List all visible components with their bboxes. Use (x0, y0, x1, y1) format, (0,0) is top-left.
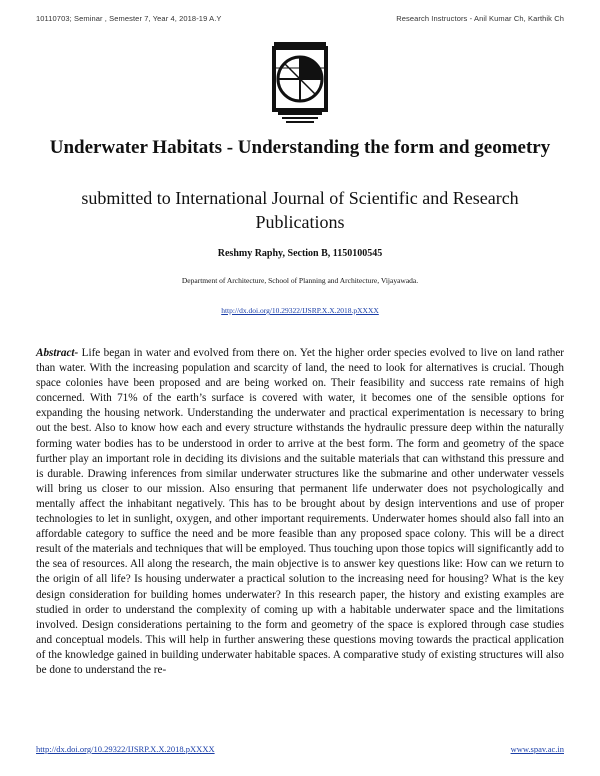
paper-subtitle: submitted to International Journal of Scientific and Research Publications (81, 188, 519, 232)
affiliation: Department of Architecture, School of Planning and Architecture, Vijayawada. (181, 276, 419, 285)
paper-title: Underwater Habitats - Understanding the form and geometry (49, 137, 551, 158)
abstract-paragraph (36, 346, 564, 678)
footer-doi-link[interactable]: http://dx.doi.org/10.29322/IJSRP.X.X.2018.pXXXX (36, 744, 215, 754)
running-header-left: 10110703; Seminar , Semester 7, Year 4, 2018-19 A.Y (36, 14, 222, 23)
author-line: Reshmy Raphy, Section B, 1150100545 (217, 248, 383, 259)
footer-website-link[interactable]: www.spav.ac.in (510, 744, 564, 754)
abstract-text: Life began in water and evolved from there on. Yet the higher order species evolved to live on land rather than water. With the increasing population and scarcity of land, the need to look for alternatives is crucial. Though space colonies have been proposed and are being worked on. Their feasibility and success rate remains of high concerned. With 71% of the earth’s surface is covered with water, it becomes one of the sensible options for expanding the housing network. Understanding the underwater and practical experimentation is necessary to bring out the best. Also to know how each and every structure withstands the hydraulic pressure deep within the naturally forming water bodies has to be understood in order to arrive at the best form. The form and geometry of the space further play an important role in deciding its divisions and the suitable materials that can withstand this pressure and is durable. Drawing inferences from similar underwater structures like the submarine and other underwater vessels will bring us closer to our mission. Also ensuring that permanent life underwater does not psychologically and mentally affect the inhabitant negatively. This has to be brought about by design interventions and use of proper technologies to let in sunlight, oxygen, and other important requirements. Underwater homes should also fall into an affordable category to suffice the need and be more feasible than any proposed space colony. This will be a direct result of the materials and techniques that will be employed. Thus touching upon those topics will significantly add to the sea of resources. All along the research, the main objective is to answer key questions like: How can we return to the origin of all life? Is housing underwater a practical solution to the increasing need for housing? What is the key design consideration for building homes underwater? In this research paper, the history and existing examples are studied in order to understand the complexity of coming up with a habitable underwater space and the limitations involved. Design considerations pertaining to the form and geometry of the space is explored through case studies and conceptual models. This will help in further answering these questions moving towards the practical application of the knowledge gained in building underwater habitable spaces. A comparative study of existing structures will also be done to understand the re- (36, 347, 565, 676)
doi-link[interactable]: http://dx.doi.org/10.29322/IJSRP.X.X.2018.pXXXX (221, 306, 379, 315)
running-header-right: Research Instructors - Anil Kumar Ch, Karthik Ch (396, 14, 564, 23)
abstract-label: Abstract- (36, 347, 79, 359)
institution-logo (260, 40, 340, 130)
